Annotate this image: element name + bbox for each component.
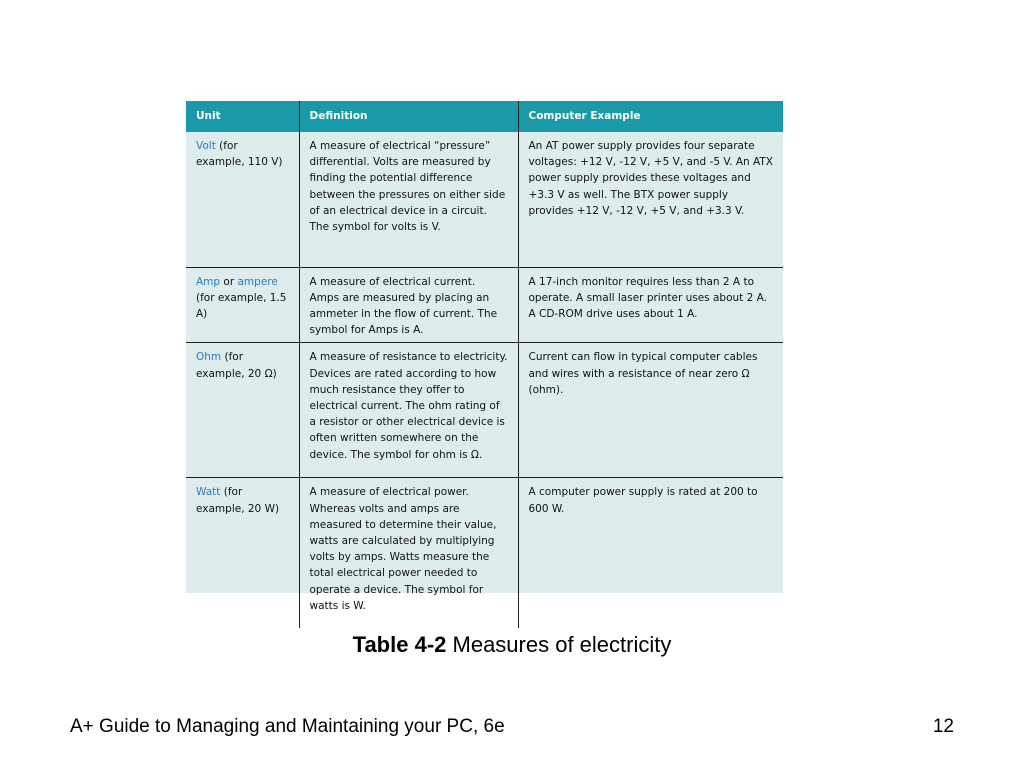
definition-cell: A measure of electrical power. Whereas volts and amps are measured to determine their value, watts are calculated by multiplying volts by amps. Watts measure the total electrical power needed to operate a device. The symbol for watts is W. [299, 478, 518, 628]
unit-note: (for example, 20 W) [196, 486, 280, 515]
definition-cell: A measure of electrical “pressure” differential. Volts are measured by finding the potential difference between the pressures on either side of an electrical device in a circuit. The symbol for volts is V. [299, 132, 518, 267]
unit-term: Amp [196, 275, 221, 288]
footer-title: A+ Guide to Managing and Maintaining your PC, 6e [70, 716, 505, 737]
unit-cell [186, 343, 299, 478]
unit-note: (for example, 110 V) [196, 140, 283, 169]
unit-term: Volt [196, 140, 216, 152]
header-computer-example: Computer Example [518, 101, 783, 132]
table-row [186, 478, 783, 628]
electricity-table-container [186, 101, 783, 612]
unit-note: (for example, 1.5 A) [196, 291, 287, 320]
unit-term: Ohm [196, 351, 222, 364]
page-number: 12 [932, 716, 954, 737]
table-caption [0, 632, 1024, 658]
unit-cell [186, 267, 299, 343]
example-cell: An AT power supply provides four separate voltages: +12 V, -12 V, +5 V, and -5 V. An ATX power supply provides these voltages and +3.3 V as well. The BTX power supply provides +12 V, -12 V, +5 V, and +3.3 V. [518, 132, 783, 267]
unit-note: (for example, 20 Ω) [196, 351, 277, 380]
definition-cell: A measure of electrical current. Amps are measured by placing an ammeter in the flow of current. The symbol for Amps is A. [299, 267, 518, 343]
table-row [186, 132, 783, 267]
unit-cell [186, 132, 299, 267]
unit-term: Watt [196, 486, 221, 499]
table-header-row [186, 101, 783, 132]
caption-label: Table 4-2 [352, 632, 447, 657]
table-row [186, 267, 783, 343]
header-unit: Unit [186, 101, 299, 132]
definition-cell: A measure of resistance to electricity. Devices are rated according to how much resistance they offer to electrical current. The ohm rating of a resistor or other electrical device is often written somewhere on the device. The symbol for ohm is Ω. [299, 343, 518, 478]
example-cell: Current can flow in typical computer cables and wires with a resistance of near zero Ω (ohm). [518, 343, 783, 478]
electricity-table [186, 101, 783, 628]
unit-cell [186, 478, 299, 628]
example-cell: A computer power supply is rated at 200 to 600 W. [518, 478, 783, 628]
header-definition: Definition [299, 101, 518, 132]
caption-text: Measures of electricity [446, 632, 672, 657]
example-cell: A 17-inch monitor requires less than 2 A to operate. A small laser printer uses about 2 A. A CD-ROM drive uses about 1 A. [518, 267, 783, 343]
unit-note: or [220, 275, 238, 288]
unit-term-alt: ampere [237, 275, 278, 288]
table-row [186, 343, 783, 478]
